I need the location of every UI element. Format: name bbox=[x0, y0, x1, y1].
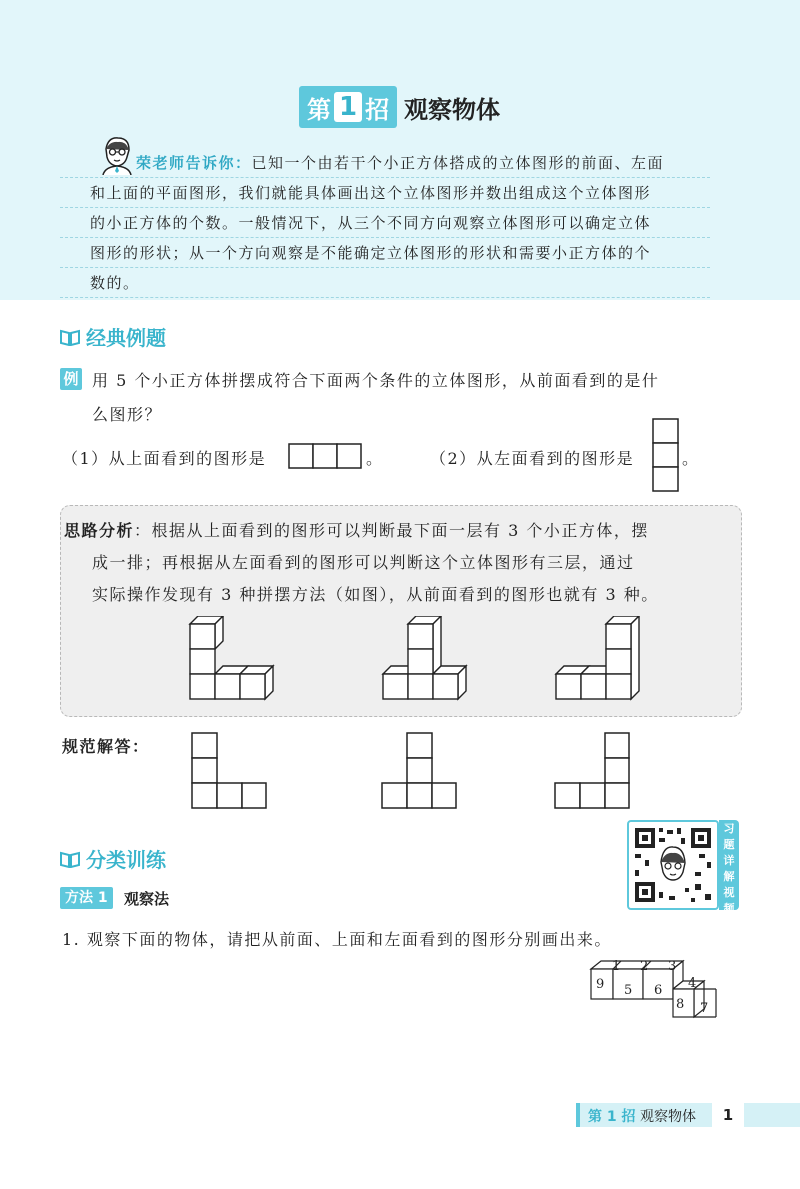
qr-side-label bbox=[719, 820, 739, 915]
cube-label: 4 bbox=[688, 976, 697, 991]
cube-label: 5 bbox=[624, 983, 633, 998]
page-number: 1 bbox=[712, 1103, 744, 1127]
analysis-line-1 bbox=[64, 518, 649, 541]
chapter-badge bbox=[299, 86, 397, 128]
tip-line-3: 的小正方体的个数。一般情况下，从三个不同方向观察立体图形可以确定立体 bbox=[60, 208, 710, 238]
practice-heading-text: 分类训练 bbox=[86, 848, 166, 872]
cube-label: 8 bbox=[676, 997, 685, 1012]
book-icon bbox=[60, 328, 80, 346]
answer-front-view-1 bbox=[191, 732, 267, 810]
example-heading-text: 经典例题 bbox=[86, 326, 166, 350]
cube-label: 1 bbox=[612, 959, 621, 974]
question-1-object-figure bbox=[588, 958, 722, 1022]
tip-line-4: 图形的形状；从一个方向观察是不能确定立体图形的形状和需要小正方体的个 bbox=[60, 238, 710, 268]
cube-arrangement-3 bbox=[552, 616, 644, 702]
cube-label: 6 bbox=[654, 983, 663, 998]
condition-2-text: （2）从左面看到的图形是 bbox=[430, 449, 635, 468]
answer-front-view-3 bbox=[554, 732, 630, 810]
analysis-line-2: 成一排；再根据从左面看到的图形可以判断这个立体图形有三层，通过 bbox=[92, 553, 635, 572]
teacher-tip-box bbox=[60, 148, 710, 298]
footer-accent bbox=[576, 1103, 580, 1127]
qr-side-char: 频 bbox=[723, 902, 735, 915]
tip-line-5: 数的。 bbox=[60, 268, 710, 298]
example-line-2: 么图形？ bbox=[92, 405, 163, 424]
cube-label: 3 bbox=[668, 959, 677, 974]
qr-code-icon bbox=[629, 822, 717, 908]
example-section-heading bbox=[60, 322, 166, 351]
answer-front-view-2 bbox=[381, 732, 457, 810]
qr-side-char: 视 bbox=[723, 886, 735, 899]
cube-label: 7 bbox=[700, 1001, 709, 1016]
qr-code[interactable] bbox=[627, 820, 719, 910]
analysis-label: 思路分析 bbox=[64, 521, 135, 540]
cube-arrangement-2 bbox=[379, 616, 471, 702]
analysis-line-3: 实际操作发现有 3 种拼摆方法（如图），从前面看到的图形也就有 3 种。 bbox=[92, 585, 659, 604]
qr-side-char: 习 bbox=[723, 822, 735, 835]
example-badge: 例 bbox=[60, 368, 82, 390]
question-1-text: 1. 观察下面的物体，请把从前面、上面和左面看到的图形分别画出来。 bbox=[62, 930, 612, 949]
qr-side-char: 详 bbox=[723, 854, 735, 867]
book-icon bbox=[60, 850, 80, 868]
condition-2-end: 。 bbox=[682, 449, 700, 468]
cube-arrangement-1 bbox=[186, 616, 278, 702]
cube-label: 2 bbox=[640, 959, 649, 974]
example-line-1: 用 5 个小正方体拼摆成符合下面两个条件的立体图形，从前面看到的是什 bbox=[92, 371, 660, 390]
tip-line-1: 已知一个由若干个小正方体搭成的立体图形的前面、左面 bbox=[251, 154, 665, 172]
qr-side-char: 解 bbox=[723, 870, 735, 883]
method-name: 观察法 bbox=[124, 890, 170, 908]
method-badge: 方法 1 bbox=[60, 887, 113, 909]
tip-line-2: 和上面的平面图形，我们就能具体画出这个立体图形并数出组成这个立体图形 bbox=[60, 178, 710, 208]
tip-line bbox=[60, 148, 710, 178]
badge-prefix: 第 bbox=[307, 95, 331, 124]
condition-1-text: （1）从上面看到的图形是 bbox=[62, 449, 267, 468]
tip-label: 荣老师告诉你： bbox=[136, 154, 252, 172]
analysis-line-1-text: ：根据从上面看到的图形可以判断最下面一层有 3 个小正方体，摆 bbox=[134, 521, 649, 540]
practice-section-heading bbox=[60, 844, 166, 873]
left-view-figure bbox=[652, 418, 680, 494]
footer-title bbox=[588, 1106, 696, 1126]
badge-number: 1 bbox=[334, 92, 362, 122]
qr-side-char: 题 bbox=[723, 838, 735, 851]
page-title: 观察物体 bbox=[404, 96, 500, 124]
cube-label: 9 bbox=[596, 977, 605, 992]
footer-chapter: 第 1 招 bbox=[588, 1109, 636, 1125]
top-view-figure bbox=[288, 443, 364, 469]
condition-1-end: 。 bbox=[366, 449, 384, 468]
badge-suffix: 招 bbox=[365, 95, 390, 124]
answer-label: 规范解答： bbox=[62, 737, 150, 756]
footer-title-text: 观察物体 bbox=[639, 1109, 696, 1125]
